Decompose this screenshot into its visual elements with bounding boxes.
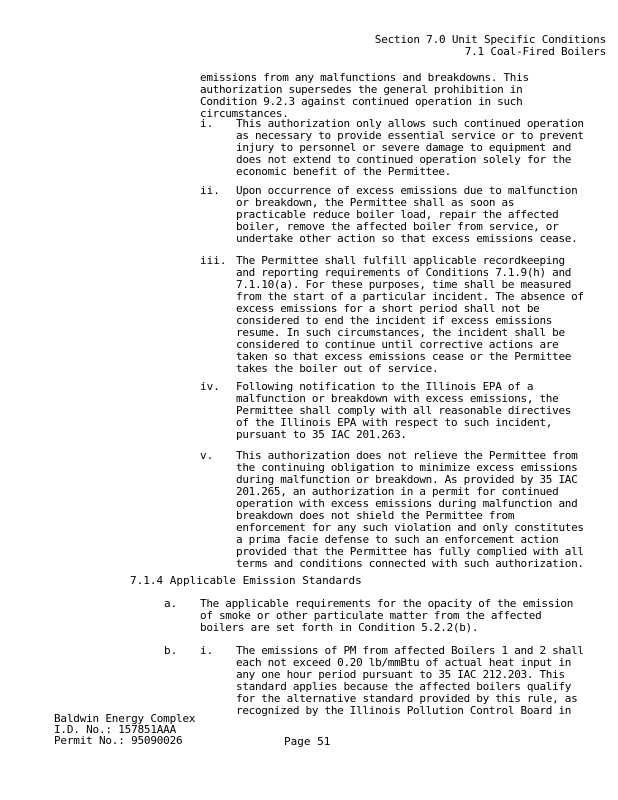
header-section-title: Section 7.0 Unit Specific Conditions [374,33,606,46]
footer-facility-name: Baldwin Energy Complex [54,712,196,725]
item-ii-label: ii. [200,184,220,197]
item-iv-label: iv. [200,380,220,393]
footer-page-number: Page 51 [284,735,331,748]
item-v-text: This authorization does not relieve the Permittee from the continuing obligation to minimize excess emissions during malfunction or breakdown. As provided by 35 IAC 201.265, an authorization in a permit for continued operation with excess emissions during malfunction and breakdown does not shield the Permittee from enforcement for any such violation and only constitutes a prima facie defense to such an enforcement action provided that the Permittee has fully complied with all terms and conditions connected with such authorization. [236,449,591,570]
item-iii-text: The Permittee shall fulfill applicable recordkeeping and reporting requirements of Conditions 7.1.9(h) and 7.1.10(a). For these purposes, time shall be measured from the start of a particular incident. The absence of excess emissions for a short period shall not be considered to end the incident if excess emissions resume. In such circumstances, the incident shall be considered to continue until corrective actions are taken so that excess emissions cease or the Permittee takes the boiler out of service. [236,254,591,375]
sub-b-label: b. [164,644,178,657]
header-subsection-title: 7.1 Coal-Fired Boilers [464,45,606,58]
item-v-label: v. [200,449,214,462]
item-iii-label: iii. [200,254,227,267]
sub-a-label: a. [164,597,178,610]
section-title: Applicable Emission Standards [169,574,362,587]
footer-id-number: I.D. No.: 157851AAA [54,723,177,736]
page-footer [54,713,195,746]
item-ii-text: Upon occurrence of excess emissions due to malfunction or breakdown, the Permittee shall as soon as practicable reduce boiler load, repair the affected boiler, remove the affected boiler from service, or undertake other action so that excess emissions cease. [236,184,584,245]
section-heading [130,575,362,587]
item-i-label: i. [200,117,214,130]
page-header [375,34,606,58]
section-number: 7.1.4 [130,574,164,587]
sub-a-text: The applicable requirements for the opacity of the emission of smoke or other particulate matter from the affected boilers are set forth in Condition 5.2.2(b). [200,597,580,634]
item-i-text: This authorization only allows such continued operation as necessary to provide essential service or to prevent injury to personnel or severe damage to equipment and does not extend to continued operation solely for the economic benefit of the Permittee. [236,117,591,178]
intro-paragraph: emissions from any malfunctions and breakdowns. This authorization supersedes the general prohibition in Condition 9.2.3 against continued operation in such circumstances. [200,71,536,120]
item-iv-text: Following notification to the Illinois EPA of a malfunction or breakdown with excess emissions, the Permittee shall comply with all reasonable directives of the Illinois EPA with respect to such incident, pursuant to 35 IAC 201.263. [236,380,578,441]
footer-permit-number: Permit No.: 95090026 [54,734,183,747]
sub-b-i-label: i. [200,644,214,657]
sub-b-i-text: The emissions of PM from affected Boilers 1 and 2 shall each not exceed 0.20 lb/mmBtu of actual heat input in any one hour period pursuant to 35 IAC 212.203. This standard applies because the affected boilers qualify for the alternative standard provided by this rule, as recognized by the Illinois Pollution Control Board in [236,644,591,717]
